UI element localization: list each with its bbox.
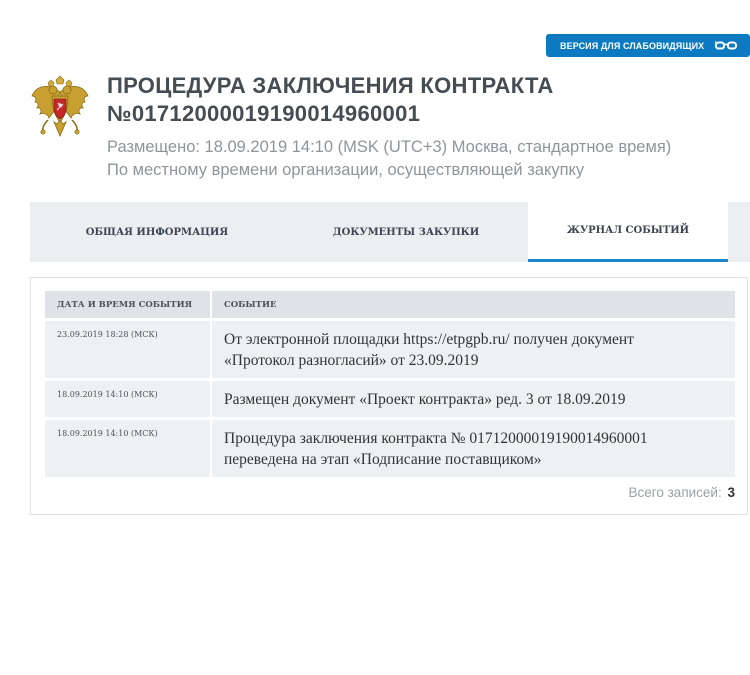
vision-impaired-label: ВЕРСИЯ ДЛЯ СЛАБОВИДЯЩИХ — [560, 40, 705, 51]
table-header-row — [45, 291, 736, 320]
tab-general-info[interactable]: ОБЩАЯ ИНФОРМАЦИЯ — [85, 226, 229, 238]
event-date: 18.09.2019 14:10 (МСК) — [45, 380, 211, 419]
tab-bar — [30, 202, 750, 262]
event-log-panel — [30, 277, 748, 515]
column-header-datetime[interactable]: ДАТА И ВРЕМЯ СОБЫТИЯ — [45, 291, 211, 320]
posted-datetime: Размещено: 18.09.2019 14:10 (MSK (UTC+3) Москва, стандартное время) — [107, 138, 672, 156]
event-text-line: «Протокол разногласий» от 23.09.2019 — [224, 352, 479, 369]
page-title-line-2: №0171200001919001496000​1 — [107, 101, 421, 126]
table-row — [45, 320, 736, 380]
event-date: 23.09.2019 18:28 (МСК) — [45, 320, 211, 380]
event-date: 18.09.2019 14:10 (МСК) — [45, 419, 211, 478]
total-records — [628, 485, 735, 500]
event-description — [211, 419, 736, 478]
local-time-note: По местному времени организации, осуществляющей закупку — [107, 161, 585, 179]
tab-procurement-documents[interactable]: ДОКУМЕНТЫ ЗАКУПКИ — [332, 226, 480, 238]
event-log-table — [45, 291, 737, 477]
vision-impaired-version-button[interactable] — [546, 34, 750, 57]
table-row — [45, 419, 736, 478]
page-title — [107, 72, 727, 128]
page-title-line-1: ПРОЦЕДУРА ЗАКЛЮЧЕНИЯ КОНТРАКТА — [107, 73, 554, 98]
event-text-line: Процедура заключения контракта № 01712000019190014960001 — [224, 430, 648, 447]
event-text-line: От электронной площадки https://etpgpb.ru/ получен документ — [224, 331, 634, 348]
event-text-line: Размещен документ «Проект контракта» ред. 3 от 18.09.2019 — [224, 391, 626, 408]
total-records-count: 3 — [727, 485, 735, 500]
total-records-label: Всего записей: — [628, 485, 722, 500]
event-description — [211, 320, 736, 380]
tab-event-log[interactable]: ЖУРНАЛ СОБЫТИЙ — [528, 202, 728, 262]
column-header-event[interactable]: СОБЫТИЕ — [211, 291, 736, 320]
glasses-icon — [715, 40, 737, 51]
coat-of-arms-icon — [29, 74, 91, 144]
table-row — [45, 380, 736, 419]
event-description — [211, 380, 736, 419]
event-text-line: переведена на этап «Подписание поставщиком» — [224, 451, 542, 468]
